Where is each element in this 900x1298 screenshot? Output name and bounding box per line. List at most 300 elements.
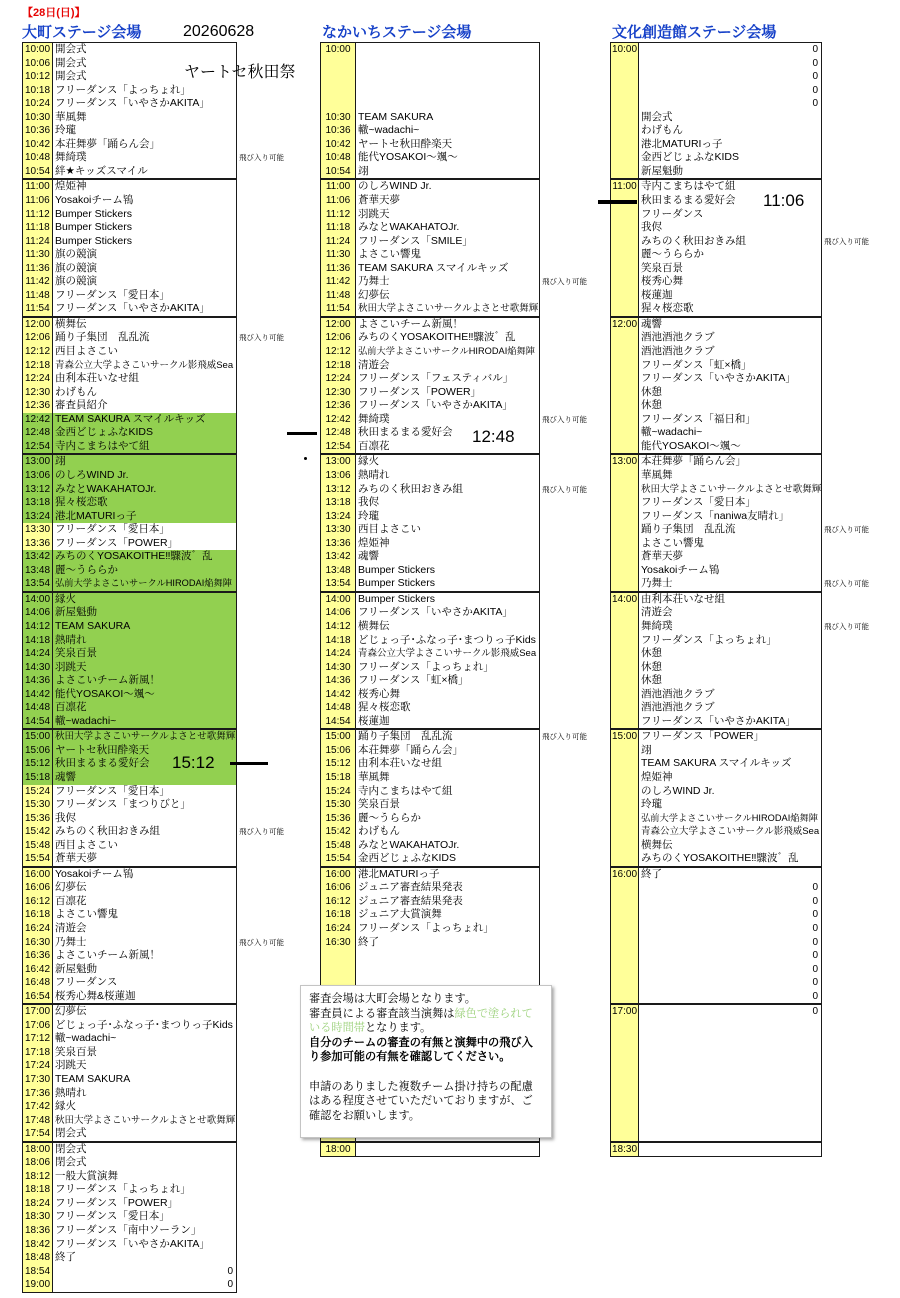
schedule-row	[23, 289, 236, 303]
performer-name: フリーダンス「naniwa友晴れ」	[641, 509, 790, 522]
schedule-row	[611, 1100, 821, 1114]
notice-line	[309, 1007, 545, 1022]
schedule-row	[321, 57, 539, 71]
schedule-row	[23, 812, 236, 826]
schedule-row	[321, 523, 539, 537]
time-cell: 12:54	[23, 440, 53, 454]
schedule-row	[611, 469, 821, 483]
notice-text: 確認をお願いします。	[309, 1109, 420, 1122]
notice-text: 審査会場は大町会場となります。	[309, 993, 476, 1005]
time-cell: 13:24	[321, 510, 356, 524]
time-cell: 15:54	[23, 852, 53, 866]
schedule-row	[23, 908, 236, 922]
time-cell: 16:24	[23, 922, 53, 936]
time-cell	[611, 1019, 639, 1033]
time-cell: 12:42	[321, 413, 356, 427]
schedule-row	[23, 426, 236, 440]
time-cell: 17:36	[23, 1087, 53, 1101]
time-cell: 10:00	[611, 44, 638, 55]
schedule-row	[23, 537, 236, 551]
hour-block	[22, 729, 284, 866]
schedule-row	[23, 221, 236, 235]
schedule-row	[321, 620, 539, 634]
schedule-row	[23, 359, 236, 373]
time-cell	[611, 936, 639, 950]
schedule-row	[23, 180, 236, 194]
time-cell	[611, 881, 639, 895]
count-value: 0	[812, 936, 818, 948]
time-cell: 11:18	[321, 221, 356, 235]
time-cell: 12:18	[23, 359, 53, 373]
schedule-row	[23, 483, 236, 497]
time-cell: 18:00	[23, 1143, 53, 1157]
time-cell	[611, 1114, 639, 1128]
schedule-row	[321, 455, 539, 469]
performer-name: 玲瓏	[55, 124, 76, 137]
walk-in-note: 飛び入り可能	[542, 484, 587, 494]
performer-name: 踊り子集団 乱乱流	[641, 523, 736, 536]
schedule-row	[611, 111, 821, 125]
hour-block	[610, 42, 822, 179]
performer-name: 煌姫神	[641, 770, 673, 783]
performer-name: 由利本荘いなせ組	[358, 757, 442, 770]
time-cell	[611, 550, 639, 564]
time-cell: 13:12	[23, 483, 53, 497]
performer-name: フリーダンス「虹×橋」	[641, 358, 752, 371]
performer-name: 羽跳天	[55, 1059, 87, 1072]
time-cell: 10:42	[23, 138, 53, 152]
time-cell	[611, 386, 639, 400]
performer-name: のしろWIND Jr.	[358, 180, 432, 193]
walk-in-note: 飛び入り可能	[239, 937, 284, 947]
hour-block	[22, 1142, 237, 1293]
schedule-row	[321, 785, 539, 799]
performer-name: 横舞伝	[641, 838, 673, 851]
schedule-row	[321, 674, 539, 688]
performer-name: TEAM SAKURA	[53, 620, 236, 634]
performer-name: フリーダンス「いやさかAKITA」	[641, 372, 796, 385]
marker-dash	[598, 200, 637, 204]
schedule-row	[611, 386, 821, 400]
schedule-row	[611, 908, 821, 922]
performer-name: 開会式	[55, 56, 87, 69]
schedule-row	[321, 949, 539, 963]
schedule-row	[611, 426, 821, 440]
count-value: 0	[227, 1265, 233, 1277]
performer-name: 桜秀心舞	[358, 687, 400, 700]
time-cell: 11:06	[23, 194, 53, 208]
time-cell: 13:54	[321, 577, 356, 591]
schedule-row	[611, 798, 821, 812]
schedule-row	[23, 949, 236, 963]
performer-name: 猩々桜恋歌	[53, 496, 236, 510]
time-cell	[611, 208, 639, 222]
time-cell: 15:30	[23, 798, 53, 812]
schedule-row	[321, 221, 539, 235]
time-cell	[611, 289, 639, 303]
time-cell: 10:06	[23, 57, 53, 71]
time-cell	[611, 111, 639, 125]
performer-name: 審査員紹介	[55, 399, 108, 412]
performer-name: どじょっ子･ふなっ子･まつりっ子Kids	[55, 1018, 233, 1031]
time-cell	[611, 345, 639, 359]
performer-name: フリーダンス「よっちょれ」	[358, 660, 494, 673]
performer-name: みちのくYOSAKOITHE‼驟波゛乱	[641, 852, 799, 865]
event-title: ヤートセ秋田祭	[184, 64, 296, 81]
time-cell: 17:48	[23, 1114, 53, 1128]
time-cell: 18:18	[23, 1183, 53, 1197]
time-cell: 17:12	[23, 1032, 53, 1046]
time-cell	[611, 331, 639, 345]
performer-name	[639, 1005, 821, 1019]
performer-name	[639, 1087, 821, 1101]
time-cell: 13:54	[23, 577, 53, 591]
time-cell	[611, 825, 639, 839]
time-cell: 14:30	[23, 661, 53, 675]
performer-name: 百凛花	[55, 894, 87, 907]
time-cell	[321, 949, 356, 963]
performer-name: 煌姫神	[55, 180, 87, 193]
count-value: 0	[812, 895, 818, 907]
time-cell: 10:30	[321, 111, 356, 125]
time-cell: 16:00	[321, 868, 356, 882]
time-cell	[611, 634, 639, 648]
schedule-row	[611, 564, 821, 578]
count-value: 0	[812, 84, 818, 96]
performer-name: 西目よさこい	[55, 345, 118, 358]
performer-name: 華風舞	[358, 770, 390, 783]
schedule-row	[23, 1183, 236, 1197]
schedule-row	[611, 730, 821, 744]
performer-name: 休憩	[641, 647, 662, 660]
schedule-row	[23, 1019, 236, 1033]
schedule-row	[23, 825, 284, 839]
time-cell	[611, 895, 639, 909]
schedule-row	[23, 922, 236, 936]
time-cell: 17:24	[23, 1059, 53, 1073]
time-cell: 18:42	[23, 1238, 53, 1252]
performer-name: 笑泉百景	[53, 647, 236, 661]
schedule-row	[23, 124, 236, 138]
performer-name: みなとWAKAHATOJr.	[53, 483, 236, 497]
schedule-row	[23, 262, 236, 276]
performer-name	[356, 43, 539, 57]
schedule-row	[23, 275, 236, 289]
schedule-row	[321, 70, 539, 84]
schedule-row	[611, 43, 821, 57]
time-cell: 13:36	[23, 537, 53, 551]
time-annotation: 11:06	[763, 191, 805, 210]
performer-name: 幻夢伝	[55, 1005, 87, 1018]
schedule-row	[321, 564, 539, 578]
time-cell: 17:00	[23, 1005, 53, 1019]
performer-name: 休憩	[641, 660, 662, 673]
walk-in-note: 飛び入り可能	[824, 525, 869, 535]
time-cell: 14:00	[23, 593, 53, 607]
time-cell	[611, 1127, 639, 1141]
notice-line	[309, 1050, 545, 1065]
time-cell	[611, 715, 639, 729]
performer-name: 魂響	[53, 771, 236, 785]
schedule-row	[23, 1278, 236, 1292]
time-cell	[611, 399, 639, 413]
schedule-row	[23, 647, 236, 661]
time-cell	[611, 771, 639, 785]
performer-name	[639, 949, 821, 963]
schedule-row	[23, 1032, 236, 1046]
schedule-row	[23, 976, 236, 990]
performer-name: 舞綺璞	[641, 619, 673, 632]
performer-name: 乃舞士	[358, 275, 390, 288]
performer-name: 麗～うららか	[53, 564, 236, 578]
performer-name: 秋田まるまる愛好会	[641, 194, 736, 207]
performer-name: どじょっ子･ふなっ子･まつりっ子Kids	[358, 633, 536, 646]
time-cell: 14:42	[321, 688, 356, 702]
notice-text: 審査員による審査該当演舞は	[309, 1007, 455, 1020]
performer-name: ジュニア審査結果発表	[358, 881, 463, 894]
schedule-row	[321, 386, 539, 400]
time-cell: 15:54	[321, 852, 356, 866]
time-cell: 11:24	[321, 235, 356, 249]
schedule-row	[23, 564, 236, 578]
time-cell	[611, 70, 639, 84]
performer-name: フリーダンス「よっちょれ」	[55, 1183, 191, 1196]
performer-name: フリーダンス「愛日本」	[641, 496, 756, 509]
hour-block	[610, 317, 822, 454]
schedule-row	[23, 868, 236, 882]
schedule-row	[321, 111, 539, 125]
time-cell: 11:30	[23, 248, 53, 262]
time-cell: 12:06	[321, 331, 356, 345]
performer-name	[639, 908, 821, 922]
schedule-row	[23, 661, 236, 675]
time-cell	[611, 235, 639, 249]
schedule-row	[611, 359, 821, 373]
time-cell: 13:30	[23, 523, 53, 537]
time-cell: 11:30	[321, 248, 356, 262]
schedule-row	[321, 262, 539, 276]
time-cell: 13:06	[321, 469, 356, 483]
time-cell: 14:06	[321, 606, 356, 620]
schedule-row	[611, 523, 869, 537]
schedule-row	[611, 97, 821, 111]
count-value: 0	[812, 909, 818, 921]
time-cell	[611, 701, 639, 715]
schedule-row	[321, 289, 539, 303]
time-cell: 13:12	[321, 483, 356, 497]
performer-name: 華風舞	[641, 468, 673, 481]
schedule-row	[23, 1251, 236, 1265]
performer-name: 閉会式	[55, 1127, 87, 1140]
time-cell: 16:30	[321, 936, 356, 950]
notice-box	[300, 985, 552, 1138]
schedule-row	[611, 70, 821, 84]
performer-name: 横舞伝	[358, 619, 390, 632]
performer-name: フリーダンス「まつりびと」	[55, 798, 191, 811]
time-cell: 12:12	[23, 345, 53, 359]
schedule-row	[321, 180, 539, 194]
notice-line	[309, 1065, 545, 1080]
performer-name: 新屋魁動	[641, 164, 683, 177]
schedule-row	[23, 606, 236, 620]
performer-name: のしろWIND Jr.	[641, 784, 715, 797]
performer-name: 麗～うららか	[358, 811, 421, 824]
performer-name: 金西どじょふなKIDS	[358, 852, 457, 865]
schedule-row	[611, 577, 869, 591]
time-cell: 12:00	[611, 318, 638, 330]
performer-name: フリーダンス「POWER」	[55, 1196, 179, 1209]
performer-name	[639, 70, 821, 84]
schedule-row	[321, 661, 539, 675]
count-value: 0	[812, 71, 818, 83]
time-cell	[611, 440, 639, 454]
time-cell: 18:00	[321, 1143, 356, 1157]
count-value: 0	[812, 923, 818, 934]
performer-name: 轍~wadachi~	[55, 1032, 117, 1045]
schedule-row	[321, 194, 539, 208]
schedule-row	[23, 990, 236, 1004]
count-value: 0	[812, 882, 818, 894]
performer-name: 桜蓮迦	[358, 714, 390, 727]
performer-name: よさこい響鬼	[55, 908, 118, 921]
schedule-row	[23, 1238, 236, 1252]
performer-name: フリーダンス「福日和」	[641, 412, 756, 425]
schedule-row	[611, 949, 821, 963]
venue-title-nakaichi: なかいちステージ会場	[322, 24, 472, 41]
schedule-row	[611, 852, 821, 866]
performer-name	[639, 1143, 821, 1157]
time-cell: 14:42	[23, 688, 53, 702]
performer-name: 秋田大学よさこいサークルよさとせ歌舞輝	[55, 1114, 236, 1126]
performer-name: 笑泉百景	[358, 798, 400, 811]
performer-name: 幻夢伝	[358, 288, 390, 301]
schedule-row	[611, 221, 821, 235]
performer-name: 幻夢伝	[55, 881, 87, 894]
schedule-row	[611, 318, 821, 332]
schedule-row	[321, 936, 539, 950]
performer-name: 猩々桜恋歌	[358, 701, 411, 714]
schedule-row	[321, 701, 539, 715]
time-annotation: 15:12	[172, 753, 215, 772]
count-value: 0	[227, 1279, 233, 1291]
schedule-row	[611, 550, 821, 564]
performer-name	[356, 963, 539, 977]
performer-name: TEAM SAKURA	[358, 110, 434, 123]
performer-name: 我侭	[641, 221, 662, 234]
time-cell: 10:00	[321, 43, 356, 57]
performer-name	[639, 84, 821, 98]
schedule-row	[321, 275, 587, 289]
schedule-row	[23, 386, 236, 400]
schedule-row	[611, 262, 821, 276]
schedule-row	[611, 234, 869, 249]
performer-name	[639, 1046, 821, 1060]
time-cell: 15:00	[321, 730, 356, 744]
performer-name: フリーダンス「いやさかAKITA」	[358, 399, 513, 412]
performer-name: 終了	[641, 867, 662, 880]
time-cell: 14:48	[23, 701, 53, 715]
time-cell	[611, 606, 639, 620]
schedule-row	[321, 593, 539, 607]
schedule-row	[611, 868, 821, 882]
schedule-row	[23, 730, 236, 744]
schedule-row	[321, 124, 539, 138]
schedule-row	[23, 881, 236, 895]
schedule-row	[321, 577, 539, 591]
schedule-row	[23, 235, 236, 249]
schedule-row	[611, 399, 821, 413]
performer-name	[639, 976, 821, 990]
performer-name: 秋田まるまる愛好会	[53, 757, 236, 771]
schedule-row	[321, 688, 539, 702]
hour-block	[22, 867, 284, 1004]
time-cell: 11:18	[23, 221, 53, 235]
performer-name: フリーダンス「POWER」	[358, 385, 482, 398]
schedule-row	[23, 345, 236, 359]
performer-name	[639, 43, 821, 57]
performer-name: フリーダンス「よっちょれ」	[641, 633, 777, 646]
hour-block	[320, 867, 540, 1004]
count-value: 0	[812, 950, 818, 962]
schedule-row	[611, 440, 821, 454]
time-cell: 16:06	[321, 881, 356, 895]
schedule-row	[321, 482, 587, 497]
performer-name: 酒池酒池クラブ	[641, 687, 715, 700]
time-cell: 16:36	[23, 949, 53, 963]
time-cell	[611, 688, 639, 702]
performer-name: よさこい響鬼	[358, 248, 421, 261]
performer-name: わげもん	[55, 385, 97, 398]
hour-block	[320, 179, 587, 316]
performer-name: 由利本荘いなせ組	[55, 372, 139, 385]
time-cell: 14:54	[23, 715, 53, 729]
performer-name: 寺内こまちはやて組	[53, 440, 236, 454]
performer-name: 寺内こまちはやて組	[358, 784, 453, 797]
performer-name: みなとWAKAHATOJr.	[358, 838, 460, 851]
schedule-row	[611, 593, 821, 607]
time-cell	[611, 812, 639, 826]
time-cell: 14:12	[23, 620, 53, 634]
notice-text: となります。	[364, 1022, 432, 1035]
schedule-row	[611, 839, 821, 853]
performer-name: 玲瓏	[641, 798, 662, 811]
time-cell	[321, 57, 356, 71]
schedule-row	[321, 345, 539, 359]
performer-name: フリーダンス	[641, 207, 704, 220]
performer-name	[639, 1100, 821, 1114]
schedule-row	[23, 634, 236, 648]
performer-name: フリーダンス	[55, 976, 118, 989]
schedule-row	[23, 440, 236, 454]
schedule-row	[321, 908, 539, 922]
schedule-row	[321, 208, 539, 222]
schedule-row	[611, 976, 821, 990]
time-cell: 12:24	[23, 372, 53, 386]
schedule-row	[321, 922, 539, 936]
schedule-row	[321, 43, 539, 57]
time-cell	[611, 990, 639, 1004]
count-value: 0	[812, 44, 818, 55]
time-cell: 13:00	[23, 455, 53, 469]
performer-name: フリーダンス「愛日本」	[55, 288, 170, 301]
schedule-row	[611, 1005, 821, 1019]
performer-name: わげもん	[358, 825, 400, 838]
schedule-row	[23, 1114, 236, 1128]
time-cell	[611, 523, 639, 537]
time-cell	[611, 138, 639, 152]
performer-name: TEAM SAKURA スマイルキッズ	[53, 413, 236, 427]
performer-name: 港北MATURIっ子	[641, 137, 723, 150]
